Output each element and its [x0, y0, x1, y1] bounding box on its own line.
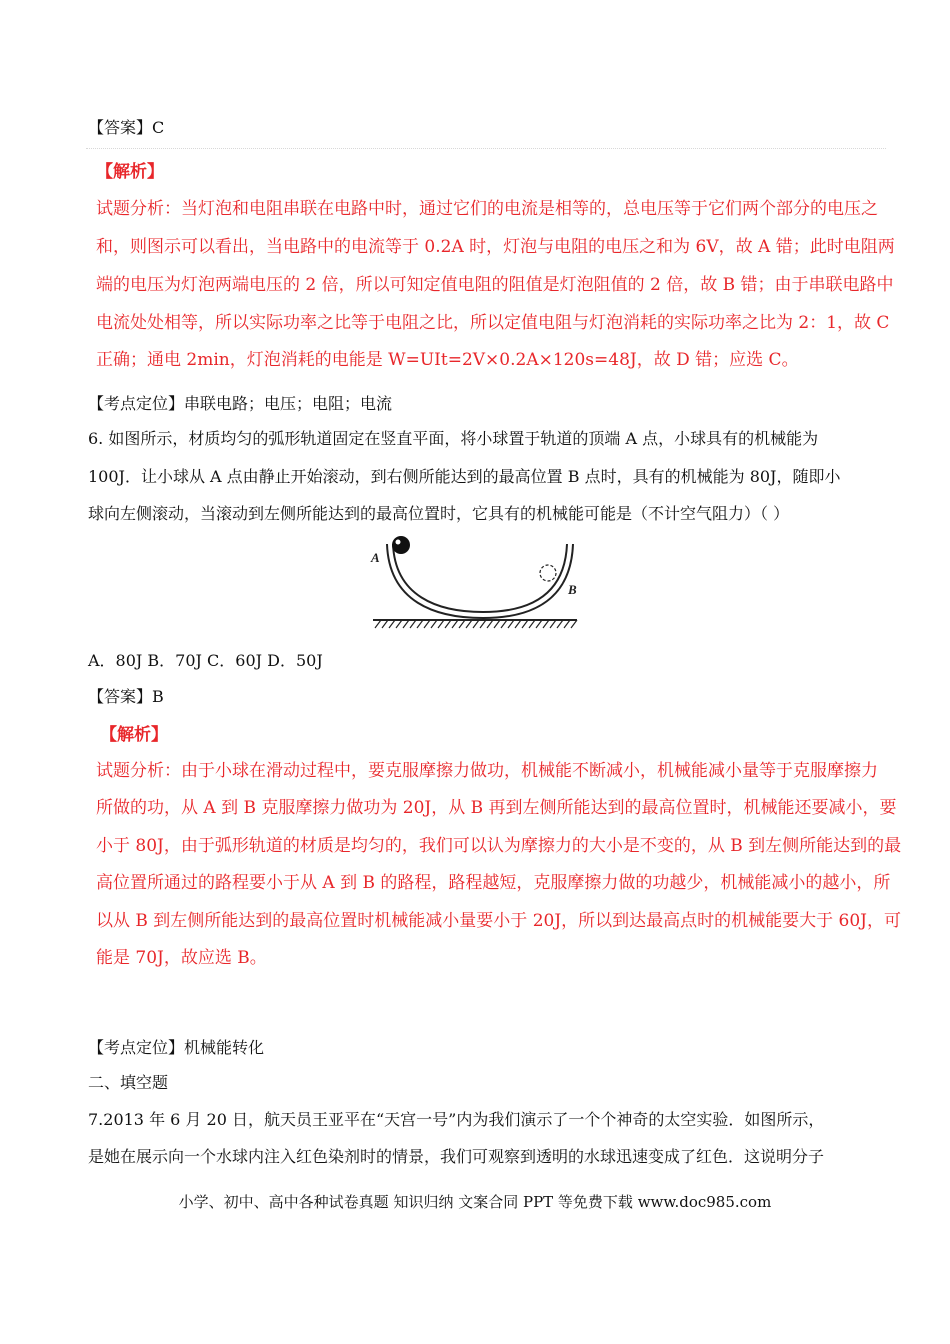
q5-analysis-line: 端的电压为灯泡两端电压的 2 倍，所以可知定值电阻的阻值是灯泡阻值的 2 倍，故 B 错；由于串联电路中	[96, 275, 894, 295]
q7-stem-line: 7.2013 年 6 月 20 日，航天员王亚平在“天宫一号”内为我们演示了一个个神奇的太空实验．如图所示，	[88, 1110, 825, 1129]
q5-analysis-line: 电流处处相等，所以实际功率之比等于电阻之比，所以定值电阻与灯泡消耗的实际功率之比为 2：1，故 C	[96, 313, 890, 333]
q6-stem-line: 6. 如图所示，材质均匀的弧形轨道固定在竖直平面，将小球置于轨道的顶端 A 点，小球具有的机械能为	[88, 429, 819, 448]
q6-analysis-label: 【解析】	[100, 725, 168, 745]
q5-analysis-line: 正确；通电 2min，灯泡消耗的电能是 W=UIt=2V×0.2A×120s=48J，故 D 错；应选 C。	[96, 350, 799, 370]
ground-hatch	[375, 620, 577, 628]
label-b: B	[568, 582, 577, 597]
q6-options: A．80J B．70J C．60J D．50J	[88, 651, 323, 670]
label-a: A	[371, 550, 380, 565]
q7-stem-line: 是她在展示向一个水球内注入红色染剂时的情景，我们可观察到透明的水球迅速变成了红色．这说明分子	[88, 1147, 825, 1166]
ball-highlight	[396, 540, 401, 545]
track-diagram	[365, 532, 585, 632]
q5-analysis-line: 和，则图示可以看出，当电路中的电流等于 0.2A 时，灯泡与电阻的电压之和为 6V，故 A 错；此时电阻两	[96, 237, 895, 257]
q6-analysis-line: 所做的功，从 A 到 B 克服摩擦力做功为 20J，从 B 再到左侧所能达到的最高位置时，机械能还要减小，要	[96, 798, 897, 818]
q6-analysis-line: 以从 B 到左侧所能达到的最高位置时机械能减小量要小于 20J，所以到达最高点时的机械能要大于 60J，可	[96, 911, 901, 931]
q5-answer: 【答案】C	[88, 118, 165, 137]
section-title: 二、填空题	[88, 1073, 169, 1092]
q6-stem-line: 球向左侧滚动，当滚动到左侧所能达到的最高位置时，它具有的机械能可能是（不计空气阻力）（ ）	[88, 504, 790, 523]
q5-analysis-line: 试题分析：当灯泡和电阻串联在电路中时，通过它们的电流是相等的，总电压等于它们两个部分的电压之	[96, 199, 878, 219]
divider	[86, 148, 886, 149]
q6-analysis-line: 试题分析：由于小球在滑动过程中，要克服摩擦力做功，机械能不断减小，机械能减小量等于克服摩擦力	[96, 761, 878, 781]
q5-analysis-label: 【解析】	[96, 162, 164, 182]
q6-analysis-line: 能是 70J，故应选 B。	[96, 948, 267, 968]
q6-stem-line: 100J．让小球从 A 点由静止开始滚动，到右侧所能达到的最高位置 B 点时，具有的机械能为 80J，随即小	[88, 467, 841, 486]
q6-analysis-line: 小于 80J，由于弧形轨道的材质是均匀的，我们可以认为摩擦力的大小是不变的，从 B 到左侧所能达到的最	[96, 836, 902, 856]
q6-analysis-line: 高位置所通过的路程要小于从 A 到 B 的路程，路程越短，克服摩擦力做的功越少，机械能减小的越小，所	[96, 873, 891, 893]
q6-topic: 【考点定位】机械能转化	[88, 1038, 265, 1057]
q5-topic: 【考点定位】串联电路；电压；电阻；电流	[88, 394, 393, 413]
ball-at-a	[392, 536, 410, 554]
footer-text: 小学、初中、高中各种试卷真题 知识归纳 文案合同 PPT 等免费下载 www.doc985.com	[178, 1193, 772, 1211]
ball-at-b	[540, 565, 556, 581]
q6-answer: 【答案】B	[88, 687, 164, 706]
track-inner	[393, 544, 567, 612]
